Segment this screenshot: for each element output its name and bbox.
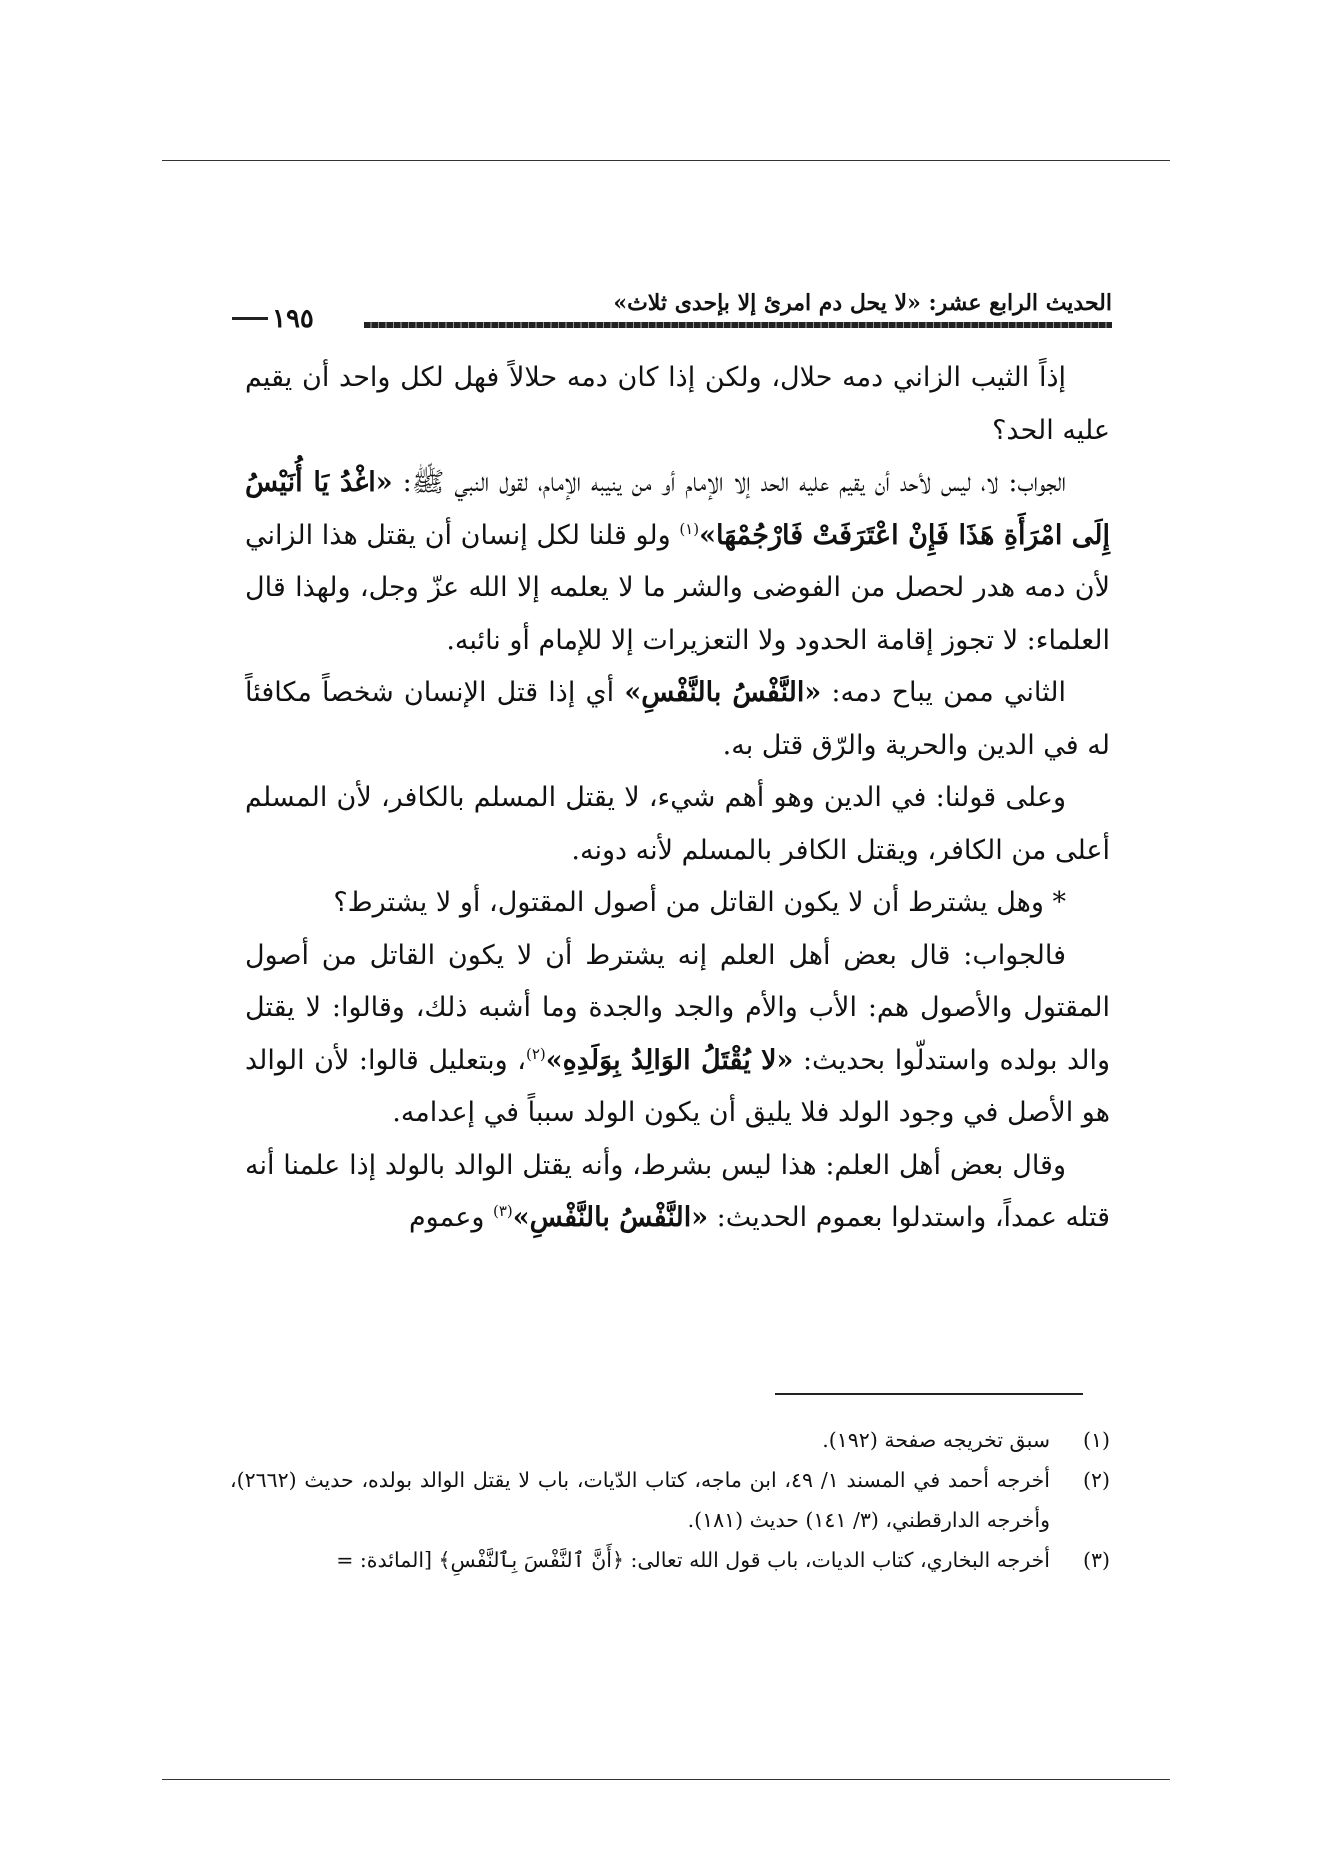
paragraph-6-text-a: فالجواب: قال بعض أهل العلم إنه يشترط أن لا يكون القاتل من أصول المقتول والأصول هم: الأب والأم والجد والجدة وما أشبه ذلك، وقالوا: لا يقتل والد بولده واستدلّوا بحديث: [245,939,1110,1076]
main-text [245,352,1110,1245]
paragraph-3-text-b: أي إذا قتل الإنسان شخصاً مكافئاً له في الدين والحرية والرّق قتل به. [245,677,1110,761]
footnote-text: أخرجه أحمد في المسند ١/ ٤٩، ابن ماجه، كتاب الدّيات، باب لا يقتل الوالد بولده، حديث (٢٦٦٢)، وأخرجه الدارقطني، (٣/ ١٤١) حديث (١٨١). [230,1468,1050,1532]
footnote-ref-2: (٢) [525,1044,546,1063]
paragraph-2-text-b: ولو قلنا لكل إنسان أن يقتل هذا الزاني لأن دمه هدر لحصل من الفوضى والشر ما لا يعلمه إلا الله عزّ وجل، ولهذا قال العلماء: لا تجوز إقامة الحدود ولا التعزيرات إلا للإمام أو نائبه. [245,519,1110,656]
paragraph-5: * وهل يشترط أن لا يكون القاتل من أصول المقتول، أو لا يشترط؟ [333,887,1066,918]
page-number-dash [232,317,268,320]
paragraph-7-text-b: وعموم [408,1202,493,1233]
footnote-separator [775,1393,1083,1395]
running-header [272,290,1112,340]
bottom-rule [162,1779,1170,1780]
footnote-text: سبق تخريجه صفحة (١٩٢). [822,1428,1050,1452]
page-number: ١٩٥ [272,304,314,334]
paragraph-2 [245,457,1110,667]
hadith-quote-1: «اغْدُ يَا أُنَيْسُ إِلَى امْرَأَةِ هَذَا فَإِنْ اعْتَرَفَتْ فَارْجُمْهَا» [245,467,1110,551]
footnote-text: أخرجه البخاري، كتاب الديات، باب قول الله تعالى: ﴿أَنَّ ٱلنَّفْسَ بِٱلنَّفْسِ﴾ [المائدة: = [336,1548,1050,1572]
footnote-1 [230,1420,1110,1460]
paragraph-1: إذاً الثيب الزاني دمه حلال، ولكن إذا كان دمه حلالاً فهل لكل واحد أن يقيم عليه الحد؟ [245,362,1110,446]
running-header-title: الحديث الرابع عشر: «لا يحل دم امرئ إلا بإحدى ثلاث» [613,290,1112,316]
hadith-quote-2: «النَّفْسُ بالنَّفْسِ» [624,677,822,708]
header-ornament-bar [364,322,1112,328]
paragraph-2-text-a: الجواب: لا، ليس لأحد أن يقيم عليه الحد إلا الإمام أو من ينيبه الإمام، لقول النبي ﷺ: [392,467,1067,498]
hadith-quote-4: «النَّفْسُ بالنَّفْسِ» [512,1202,709,1233]
footnote-3 [230,1540,1110,1580]
footnote-ref-3: (٣) [492,1202,513,1220]
paragraph-6 [245,930,1110,1140]
paragraph-7-text-a: وقال بعض أهل العلم: هذا ليس بشرط، وأنه يقتل الوالد بالولد إذا علمنا أنه قتله عمداً، واستدلوا بعموم الحديث: [245,1149,1110,1233]
footnote-2 [230,1460,1110,1540]
hadith-quote-3: «لا يُقْتَلُ الوَالِدُ بِوَلَدِهِ» [545,1044,794,1076]
paragraph-3 [245,667,1110,772]
footnote-number: (٢) [1082,1468,1110,1492]
footnote-number: (١) [1082,1428,1110,1452]
footnote-ref-1: (١) [679,519,700,538]
paragraph-6-text-b: ، وبتعليل قالوا: لأن الوالد هو الأصل في وجود الولد فلا يليق أن يكون الولد سبباً في إعدامه. [245,1044,1110,1128]
top-rule [162,160,1170,161]
footnote-number: (٣) [1082,1548,1110,1572]
paragraph-4: وعلى قولنا: في الدين وهو أهم شيء، لا يقتل المسلم بالكافر، لأن المسلم أعلى من الكافر، ويقتل الكافر بالمسلم لأنه دونه. [245,782,1110,866]
footnotes [230,1420,1110,1580]
paragraph-7 [245,1140,1110,1245]
paragraph-3-text-a: الثاني ممن يباح دمه: [821,677,1066,708]
